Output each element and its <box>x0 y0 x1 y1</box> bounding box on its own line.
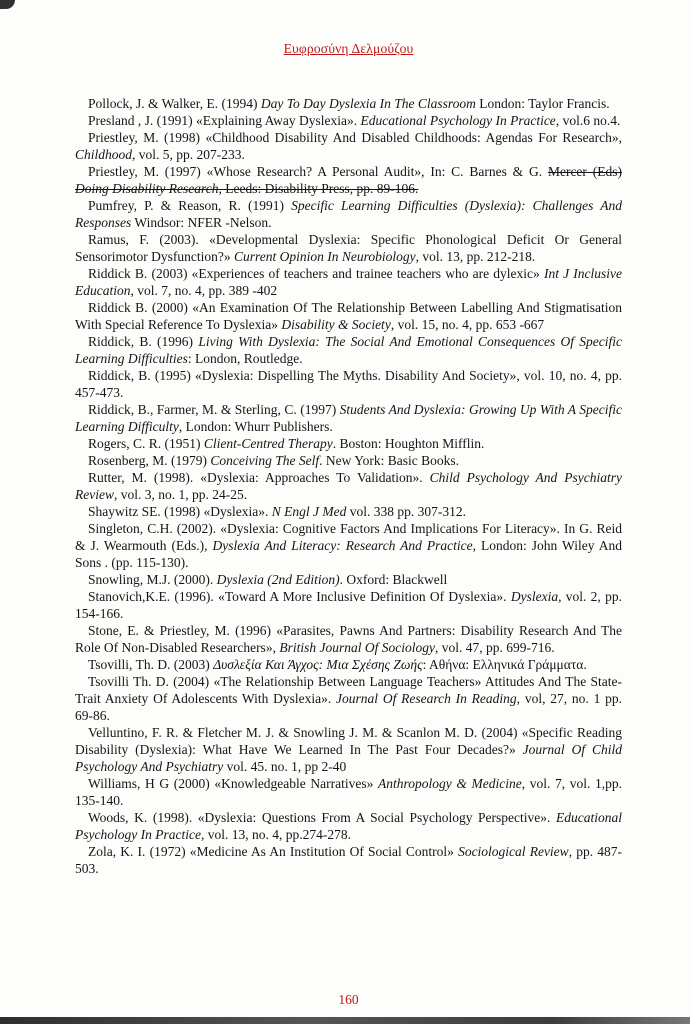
reference-text-segment: Mercer (Eds) <box>547 164 622 179</box>
reference-text-segment: Riddick, B. (1995) «Dyslexia: Dispelling The Myths. Disability And Society», vol. 10, no. 4, pp. 457-473. <box>75 368 622 400</box>
reference-text-segment: Sociological Review <box>458 844 569 859</box>
reference-entry <box>75 129 622 163</box>
reference-text-segment: Pollock, J. & Walker, E. (1994) <box>88 96 261 111</box>
reference-entry <box>75 843 622 877</box>
reference-text-segment: : London, Routledge. <box>187 351 303 366</box>
reference-text-segment: Dyslexia <box>510 589 559 604</box>
reference-text-segment: British Journal Of Sociology <box>279 640 435 655</box>
reference-text-segment: , vol. 7, vol. 1,pp. 135-140. <box>75 776 622 808</box>
reference-entry <box>75 163 622 197</box>
references-list <box>75 95 622 877</box>
author-heading: Ευφροσύνη Δελμούζου <box>283 41 414 56</box>
reference-text-segment: Riddick, B. (1996) <box>88 334 199 349</box>
reference-text-segment: vol. 338 pp. 307-312. <box>346 504 466 519</box>
reference-text-segment: Doing Disability Research <box>75 181 219 196</box>
reference-text-segment: Educational Psychology In Practice <box>75 810 622 842</box>
reference-entry <box>75 775 622 809</box>
reference-text-segment: Williams, H G (2000) «Knowledgeable Narratives» <box>88 776 379 791</box>
page-footer <box>75 991 622 1009</box>
reference-text-segment: . New York: Basic Books. <box>319 453 459 468</box>
reference-text-segment: , vol. 47, pp. 699-716. <box>434 640 555 655</box>
reference-text-segment: Shaywitz SE. (1998) «Dyslexia». <box>88 504 272 519</box>
reference-text-segment: Riddick B. (2003) «Experiences of teachers and trainee teachers who are dylexic» <box>88 266 544 281</box>
reference-entry <box>75 333 622 367</box>
reference-text-segment: Specific Learning Difficulties (Dyslexia): Challenges And Responses <box>75 198 622 230</box>
reference-text-segment: Velluntino, F. R. & Fletcher M. J. & Snowling J. M. & Scanlon M. D. (2004) «Specific Reading Disability (Dyslexia): What Have We Learned In The Past Four Decades?» <box>75 725 622 757</box>
reference-text-segment: Students And Dyslexia: Growing Up With A Specific Learning Difficulty <box>75 402 622 434</box>
reference-text-segment: Anthropology & Medicine <box>378 776 522 791</box>
reference-entry <box>75 231 622 265</box>
reference-text-segment: , vol. 2, pp. 154-166. <box>75 589 622 621</box>
reference-entry <box>75 622 622 656</box>
reference-text-segment: , Leeds: Disability Press, pp. 89-106. <box>218 181 419 196</box>
reference-entry <box>75 724 622 775</box>
reference-text-segment: N Engl J Med <box>271 504 347 519</box>
reference-text-segment: Disability & Society <box>281 317 391 332</box>
reference-text-segment: Singleton, C.H. (2002). «Dyslexia: Cognitive Factors And Implications For Literacy». In G. Reid & J. Wearmouth (Eds.), <box>75 521 622 553</box>
reference-entry <box>75 520 622 571</box>
reference-text-segment: Client-Centred Therapy <box>203 436 333 451</box>
reference-entry <box>75 401 622 435</box>
reference-text-segment: Conceiving The Self <box>210 453 320 468</box>
reference-entry <box>75 588 622 622</box>
reference-text-segment: . Oxford: Blackwell <box>339 572 448 587</box>
reference-text-segment: . Boston: Houghton Mifflin. <box>332 436 485 451</box>
page-header <box>75 0 622 58</box>
reference-text-segment: Journal Of Research In Reading <box>336 691 517 706</box>
reference-text-segment: , London: Whurr Publishers. <box>178 419 333 434</box>
reference-text-segment: : Αθήνα: Ελληνικά Γράμματα. <box>422 657 587 672</box>
reference-entry <box>75 435 622 452</box>
reference-text-segment: Priestley, M. (1998) «Childhood Disability And Disabled Childhoods: Agendas For Research», <box>88 130 622 145</box>
reference-text-segment: Child Psychology And Psychiatry Review <box>75 470 622 502</box>
reference-entry <box>75 656 622 673</box>
reference-text-segment: Educational Psychology In Practice <box>360 113 556 128</box>
reference-text-segment: Childhood <box>75 147 133 162</box>
reference-text-segment: Int J Inclusive Education <box>75 266 623 298</box>
reference-text-segment: Zola, K. I. (1972) «Medicine As An Institution Of Social Control» <box>88 844 459 859</box>
reference-text-segment: , London: John Wiley And Sons . (pp. 115-130). <box>75 538 622 570</box>
page-number: 160 <box>338 992 359 1007</box>
reference-entry <box>75 452 622 469</box>
reference-text-segment: Windsor: NFER -Nelson. <box>131 215 272 230</box>
reference-text-segment: Journal Of Child Psychology And Psychiatry <box>75 742 622 774</box>
reference-text-segment: , vol.6 no.4. <box>555 113 621 128</box>
reference-entry <box>75 367 622 401</box>
reference-entry <box>75 265 622 299</box>
reference-entry <box>75 469 622 503</box>
reference-text-segment: Riddick B. (2000) «An Examination Of The Relationship Between Labelling And Stigmatisation With Special Reference To Dyslexia» <box>75 300 622 332</box>
reference-text-segment: vol. 45. no. 1, pp 2-40 <box>223 759 347 774</box>
reference-text-segment: Presland , J. (1991) «Explaining Away Dyslexia». <box>88 113 361 128</box>
reference-text-segment: , vol. 3, no. 1, pp. 24-25. <box>113 487 248 502</box>
reference-text-segment: Rosenberg, M. (1979) <box>88 453 211 468</box>
reference-entry <box>75 197 622 231</box>
reference-text-segment: , vol. 5, pp. 207-233. <box>132 147 245 162</box>
reference-text-segment: Dyslexia And Literacy: Research And Practice <box>212 538 473 553</box>
reference-text-segment: Priestley, M. (1997) «Whose Research? A Personal Audit», In: C. Barnes & G. <box>88 164 548 179</box>
reference-text-segment: Ramus, F. (2003). «Developmental Dyslexia: Specific Phonological Deficit Or General Sensorimotor Dysfunction?» <box>75 232 622 264</box>
reference-text-segment: Day To Day Dyslexia In The Classroom <box>260 96 476 111</box>
reference-text-segment: , vol. 7, no. 4, pp. 389 -402 <box>130 283 278 298</box>
reference-text-segment: , vol. 13, pp. 212-218. <box>415 249 536 264</box>
reference-text-segment: Pumfrey, P. & Reason, R. (1991) <box>88 198 292 213</box>
reference-text-segment: Stanovich,K.E. (1996). «Toward A More Inclusive Definition Of Dyslexia». <box>88 589 511 604</box>
reference-text-segment: Rogers, C. R. (1951) <box>88 436 204 451</box>
reference-text-segment: , vol. 15, no. 4, pp. 653 -667 <box>390 317 545 332</box>
reference-entry <box>75 571 622 588</box>
reference-text-segment: Woods, K. (1998). «Dyslexia: Questions From A Social Psychology Perspective». <box>88 810 556 825</box>
reference-entry <box>75 95 622 112</box>
reference-text-segment: Dyslexia (2nd Edition) <box>216 572 340 587</box>
reference-entry <box>75 673 622 724</box>
reference-text-segment: , vol, 27, no. 1 pp. 69-86. <box>75 691 622 723</box>
reference-text-segment: Stone, E. & Priestley, M. (1996) «Parasites, Pawns And Partners: Disability Research And The Role Of Non-Disabled Researchers», <box>75 623 622 655</box>
reference-text-segment: Tsovilli, Th. D. (2003) <box>88 657 214 672</box>
reference-text-segment: , pp. 487-503. <box>75 844 622 876</box>
scan-edge-shadow <box>0 1017 690 1024</box>
reference-text-segment: Snowling, M.J. (2000). <box>88 572 217 587</box>
reference-text-segment: Living With Dyslexia: The Social And Emotional Consequences Of Specific Learning Difficulties <box>75 334 622 366</box>
reference-text-segment: Rutter, M. (1998). «Dyslexia: Approaches To Validation». <box>88 470 430 485</box>
reference-text-segment: Δυσλεξία Και Άγχος: Μια Σχέσης Ζωής <box>213 657 423 672</box>
reference-entry <box>75 809 622 843</box>
reference-text-segment: London: Taylor Francis. <box>475 96 610 111</box>
scan-artifact-corner <box>0 0 15 9</box>
reference-entry <box>75 112 622 129</box>
reference-text-segment: Riddick, B., Farmer, M. & Sterling, C. (1997) <box>88 402 340 417</box>
reference-entry <box>75 299 622 333</box>
reference-entry <box>75 503 622 520</box>
reference-text-segment: , vol. 13, no. 4, pp.274-278. <box>200 827 351 842</box>
reference-text-segment: Current Opinion In Neurobiology <box>233 249 416 264</box>
reference-text-segment: Tsovilli Th. D. (2004) «The Relationship Between Language Teachers» Attitudes And The State-Trait Anxiety Of Adolescents With Dyslexia». <box>75 674 622 706</box>
